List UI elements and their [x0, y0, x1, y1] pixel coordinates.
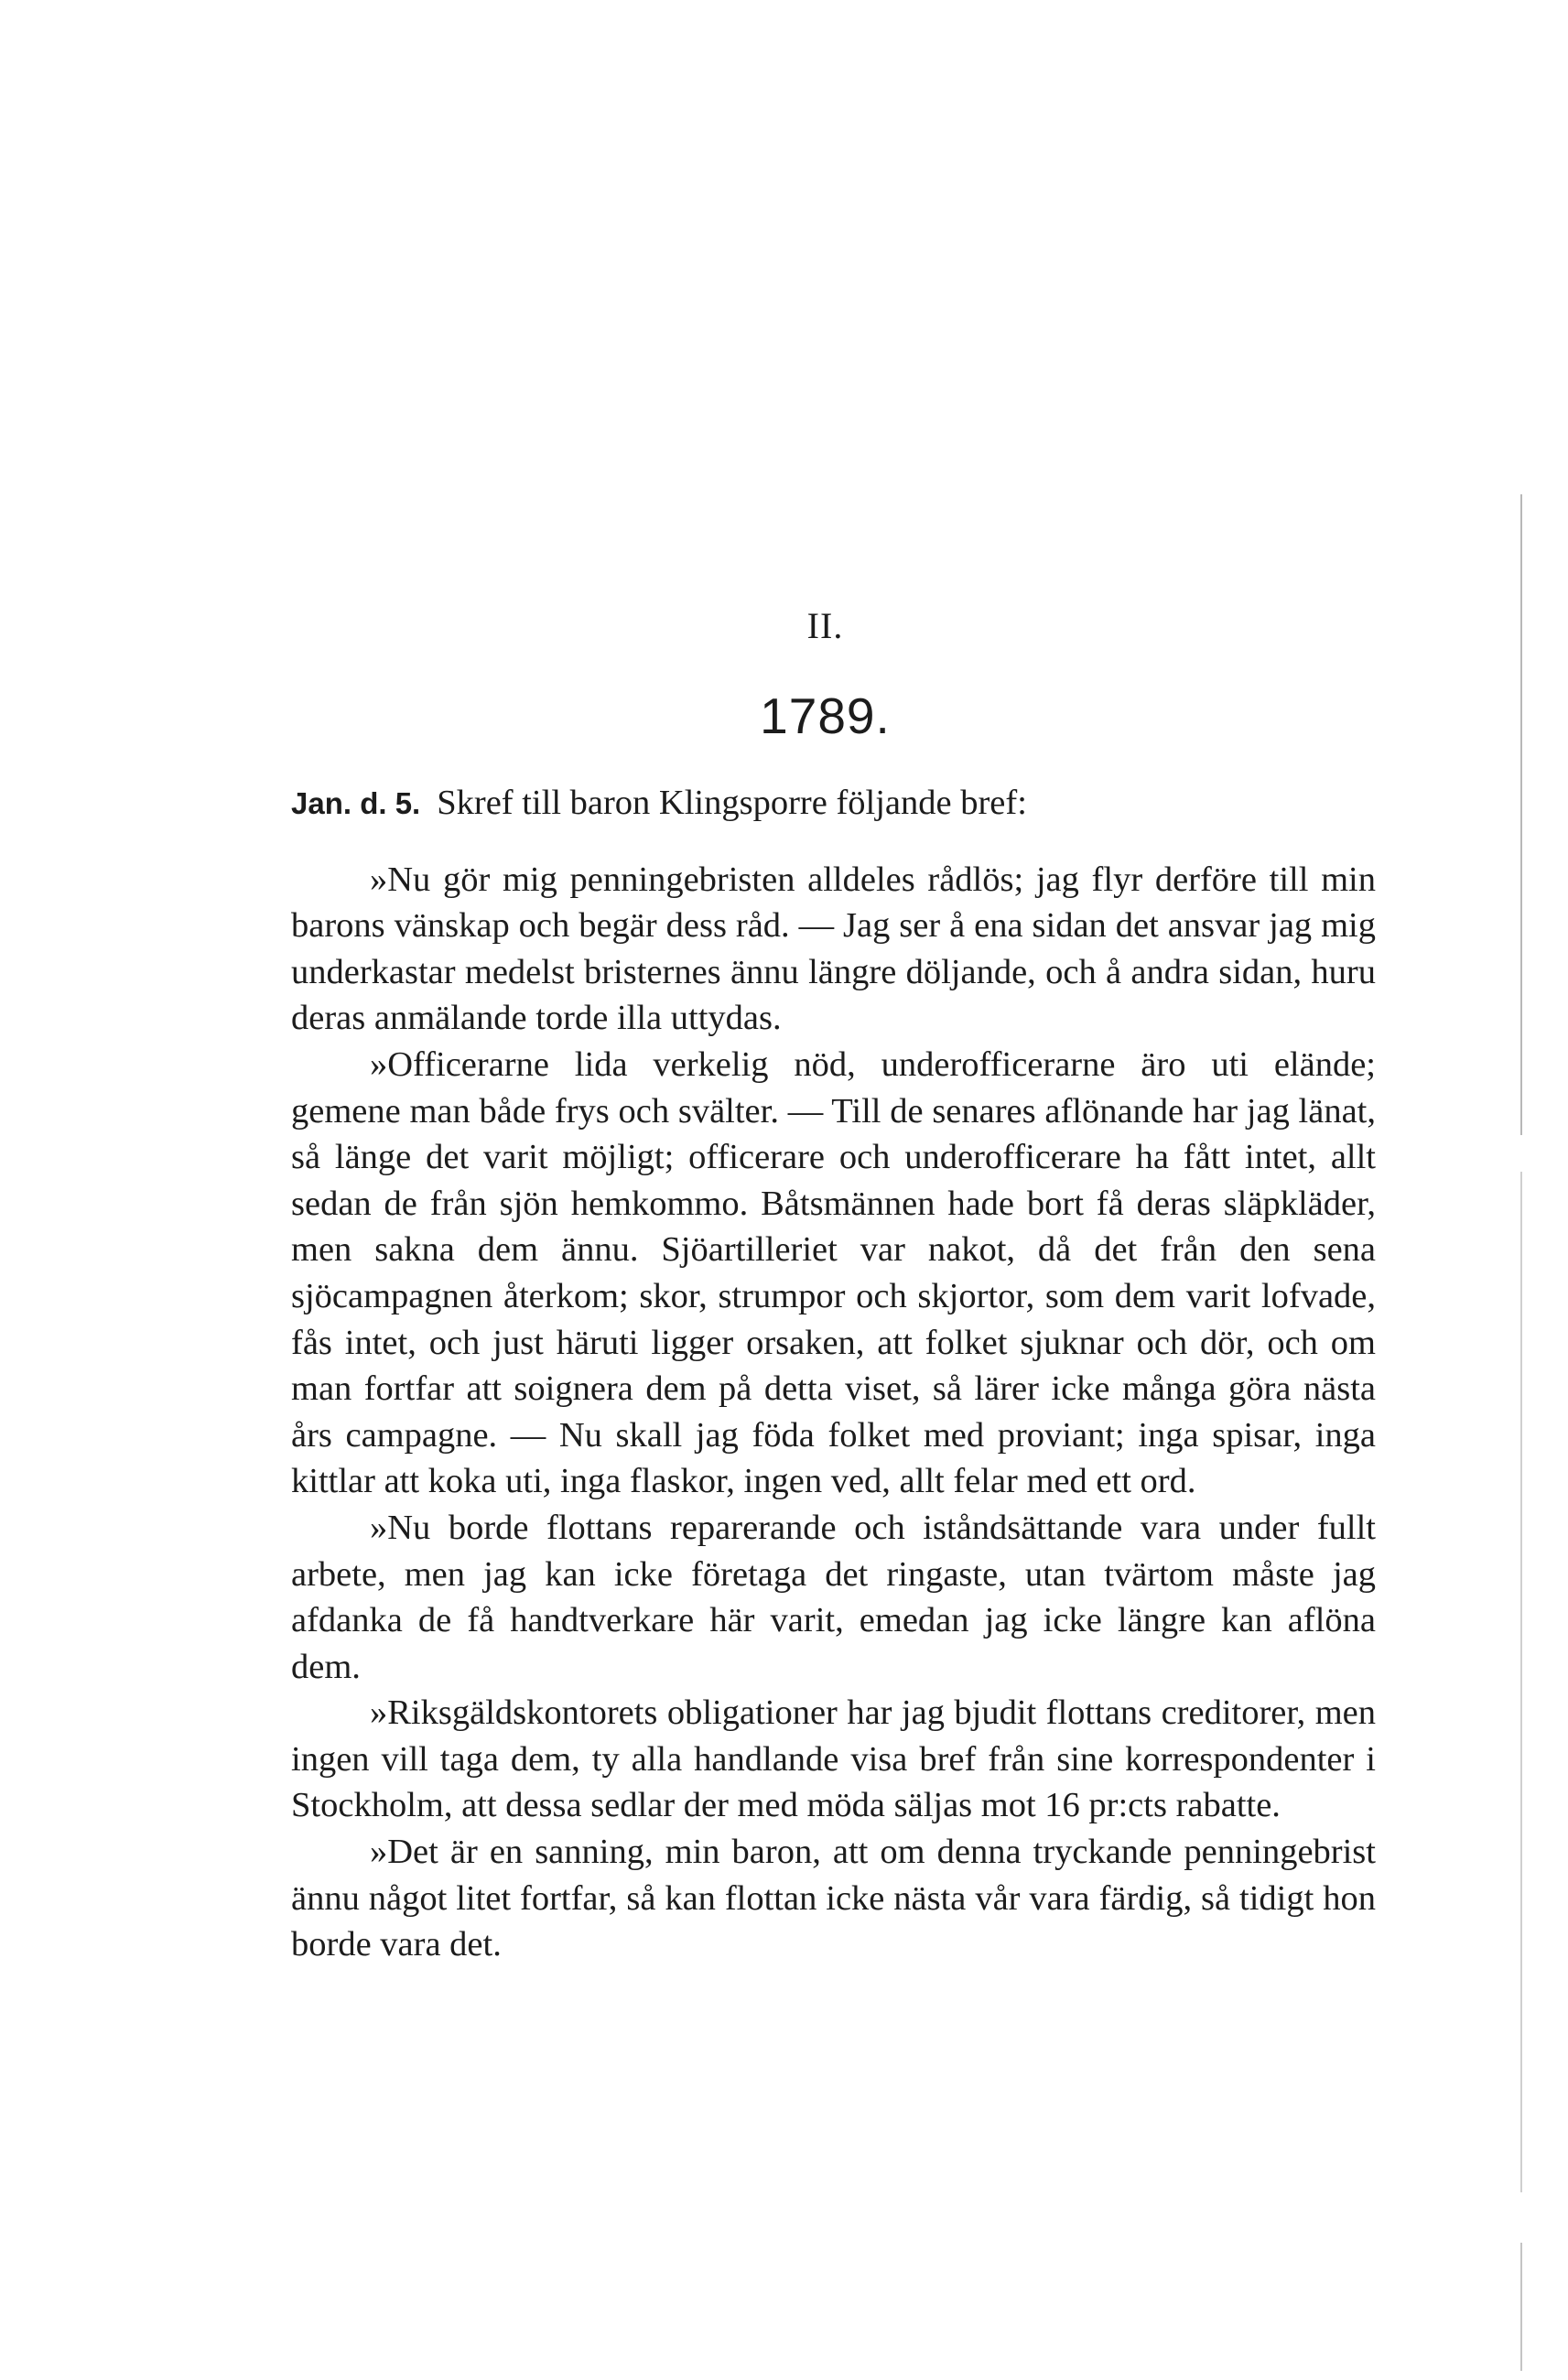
diary-entry [291, 780, 1376, 828]
paragraph: »Nu borde flottans reparerande och iståndsättande vara under fullt arbete, men jag kan icke företaga det ringaste, utan tvärtom måste jag afdanka de få handtverkare här varit, emedan jag icke längre kan aflöna dem. [291, 1508, 1376, 1686]
entry-date: Jan. d. 5. [291, 786, 421, 820]
entry-intro: Skref till baron Klingsporre följande bref: [437, 784, 1027, 822]
page-edge-line [1520, 2243, 1522, 2371]
chapter-number: II. [806, 605, 844, 646]
paragraph: »Riksgäldskontorets obligationer har jag bjudit flottans creditorer, men ingen vill taga dem, ty alla handlande visa bref från sine korrespondenter i Stockholm, att dessa sedlar der med möda säljas mot 16 pr:cts rabatte. [291, 1693, 1376, 1825]
page-edge-line [1520, 494, 1522, 1135]
year-heading: 1789. [760, 687, 891, 744]
paragraph: »Officerarne lida verkelig nöd, underofficerarne äro uti elände; gemene man både frys och svälter. — Till de senares aflönande har jag länat, så länge det varit möjligt; officerare och underofficerare ha fått intet, allt sedan de från sjön hemkommo. Båtsmännen hade bort få deras släpkläder, men sakna dem ännu. Sjöartilleriet var nakot, då det från den sena sjöcampagnen återkom; skor, strumpor och skjortor, som dem varit lofvade, fås intet, och just häruti ligger orsaken, att folket sjuknar och dör, och om man fortfar att soignera dem på detta viset, så lärer icke många göra nästa års campagne. — Nu skall jag föda folket med proviant; inga spisar, inga kittlar att koka uti, inga flaskor, ingen ved, allt felar med ett ord. [291, 1044, 1376, 1501]
paragraph: »Det är en sanning, min baron, att om denna tryckande penningebrist ännu något litet fortfar, så kan flottan icke nästa vår vara färdig, så tidigt hon borde vara det. [291, 1833, 1376, 1964]
paragraph: »Nu gör mig penningebristen alldeles rådlös; jag flyr derföre till min barons vänskap och begär dess råd. — Jag ser å ena sidan det ansvar jag mig underkastar medelst bristernes ännu längre döljande, och å andra sidan, huru deras anmälande torde illa uttydas. [291, 860, 1376, 1038]
page-edge-line [1520, 1172, 1522, 2192]
letter-body [291, 780, 1376, 1968]
